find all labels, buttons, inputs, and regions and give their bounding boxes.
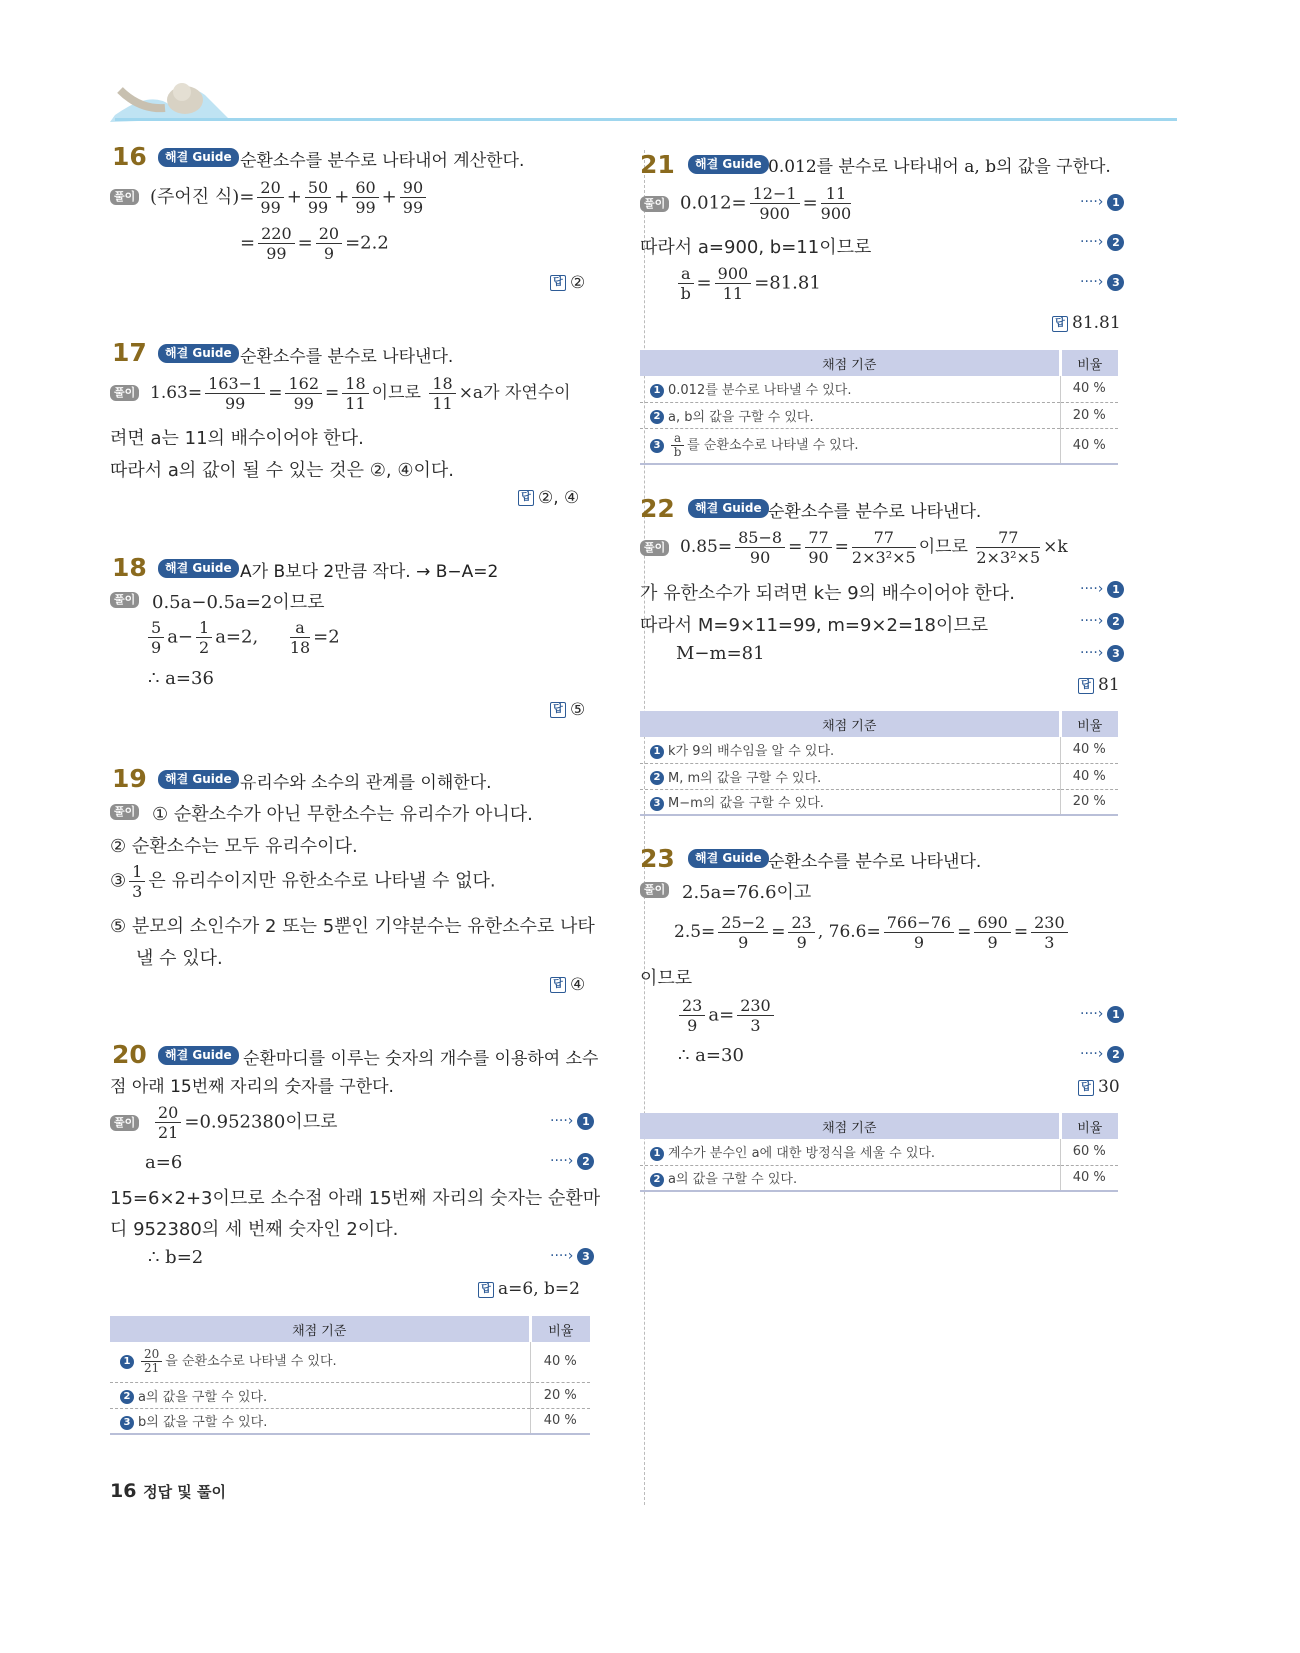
solution-badge: 풀이 [640, 540, 669, 556]
solution-line: 0.5a−0.5a=2이므로 [152, 592, 325, 613]
solution-line: 15=6×2+3이므로 소수점 아래 15번째 자리의 숫자는 순환마 [110, 1188, 601, 1209]
solution-badge: 풀이 [110, 189, 139, 205]
guide-text: 유리수와 소수의 관계를 이해한다. [240, 773, 492, 793]
solution-line: ∴ b=2 [148, 1247, 204, 1268]
table-row: 2 a, b의 값을 구할 수 있다. 20 % [640, 402, 1118, 428]
guide-text: 점 아래 15번째 자리의 숫자를 구한다. [110, 1077, 394, 1097]
solution-line: 1.63= $\frac{163-1}{99}$ = $\frac{162}{99}$ = $\frac{18}{11}$ 이므로 $\frac{18}{11}$ ×a가 자연수이 [150, 374, 571, 413]
solution-line: $\frac{20}{21}$ =0.952380이므로 [152, 1103, 338, 1142]
grading-table: 채점 기준 비율 1 계수가 분수인 a에 대한 방정식을 세울 수 있다. 60 % 2 a의 값을 구할 수 있다. 40 % [640, 1113, 1118, 1192]
question-number: 18 [112, 553, 147, 582]
question-number: 22 [640, 494, 675, 523]
header-line [115, 118, 1177, 121]
table-row: 1 $\frac{20}{21}$ 을 순환소수로 나타낼 수 있다. 40 % [110, 1342, 590, 1382]
table-row: 2 a의 값을 구할 수 있다. 40 % [640, 1165, 1118, 1191]
solution-line: 따라서 a=900, b=11이므로 [640, 237, 872, 258]
solution-line: $\frac{5}{9}$ a− $\frac{1}{2}$ a=2, $\frac{a}{18}$ =2 [145, 618, 340, 657]
solution-line: 가 유한소수가 되려면 k는 9의 배수이어야 한다. [640, 583, 1015, 604]
solution-line: ③ $\frac{1}{3}$ 은 유리수이지만 유한소수로 나타낼 수 없다. [110, 862, 496, 901]
guide-badge: 해결 Guide [688, 499, 769, 518]
answer: 답 ② [550, 273, 585, 293]
page-number: 16 [110, 1480, 137, 1502]
solution-line: = $\frac{220}{99}$ = $\frac{20}{9}$ =2.2 [240, 224, 389, 263]
answer: 답 ⑤ [550, 700, 585, 720]
step-marker: ····› 3 [1080, 645, 1124, 662]
solution-line: ∴ a=36 [148, 668, 214, 689]
solution-line: ② 순환소수는 모두 유리수이다. [110, 836, 358, 857]
solution-line: ∴ a=30 [678, 1045, 744, 1066]
page-footer [110, 1480, 226, 1502]
solution-badge: 풀이 [110, 592, 139, 608]
solution-badge: 풀이 [110, 1115, 139, 1131]
seal-mascot-icon [110, 70, 230, 122]
table-row: 3 b의 값을 구할 수 있다. 40 % [110, 1408, 590, 1434]
answer: 답 a=6, b=2 [478, 1279, 580, 1299]
table-row: 3 $\frac{a}{b}$ 를 순환소수로 나타낼 수 있다. 40 % [640, 428, 1118, 464]
step-marker: ····› 2 [1080, 613, 1124, 630]
table-row: 3 M−m의 값을 구할 수 있다. 20 % [640, 789, 1118, 815]
solution-line: a=6 [145, 1152, 183, 1173]
step-marker: ····› 2 [1080, 1046, 1124, 1063]
step-marker: ····› 2 [550, 1153, 594, 1170]
guide-badge: 해결 Guide [688, 849, 769, 868]
guide-badge: 해결 Guide [158, 559, 239, 578]
solution-line: 따라서 M=9×11=99, m=9×2=18이므로 [640, 615, 989, 636]
table-row: 1 0.012를 분수로 나타낼 수 있다. 40 % [640, 376, 1118, 402]
answer: 답 ④ [550, 975, 585, 995]
guide-badge: 해결 Guide [158, 1046, 239, 1065]
solution-line: 이므로 [640, 968, 693, 989]
table-row: 2 M, m의 값을 구할 수 있다. 40 % [640, 763, 1118, 789]
grading-table: 채점 기준 비율 1 k가 9의 배수임을 알 수 있다. 40 % 2 M, m의 값을 구할 수 있다. 40 % 3 M−m의 값을 구할 수 있다. 20 % [640, 711, 1118, 816]
step-marker: ····› 1 [1080, 581, 1124, 598]
table-row: 2 a의 값을 구할 수 있다. 20 % [110, 1382, 590, 1408]
guide-text: 순환소수를 분수로 나타낸다. [768, 502, 982, 522]
guide-badge: 해결 Guide [158, 770, 239, 789]
guide-text: 순환소수를 분수로 나타낸다. [240, 347, 454, 367]
guide-badge: 해결 Guide [688, 155, 769, 174]
solution-line: 0.012= $\frac{12-1}{900}$ = $\frac{11}{900}$ [680, 184, 852, 223]
answer: 답 ②, ④ [518, 488, 579, 508]
question-number: 21 [640, 150, 675, 179]
solution-line: $\frac{23}{9}$ a= $\frac{230}{3}$ [676, 996, 777, 1035]
answer: 답 30 [1078, 1077, 1120, 1097]
solution-line: (주어진 식)= $\frac{20}{99}$ + $\frac{50}{99}$ + $\frac{60}{99}$ + $\frac{90}{99}$ [150, 178, 429, 217]
solution-line: 낼 수 있다. [136, 948, 223, 969]
solution-line: ① 순환소수가 아닌 무한소수는 유리수가 아니다. [152, 804, 533, 825]
step-marker: ····› 1 [1080, 1006, 1124, 1023]
answer: 답 81 [1078, 675, 1120, 695]
solution-badge: 풀이 [640, 196, 669, 212]
step-marker: ····› 3 [550, 1248, 594, 1265]
grading-table: 채점 기준 비율 1 0.012를 분수로 나타낼 수 있다. 40 % 2 a, b의 값을 구할 수 있다. 20 % 3 $\frac{a}{b}$ 를 순환소수로 나타낼 수 있다. 40 % [640, 350, 1118, 465]
guide-text: 순환마디를 이루는 숫자의 개수를 이용하여 소수 [243, 1049, 599, 1069]
solution-badge: 풀이 [640, 882, 669, 898]
grading-table: 채점 기준 비율 1 $\frac{20}{21}$ 을 순환소수로 나타낼 수 있다. 40 % 2 a의 값을 구할 수 있다. 20 % 3 b의 값을 구할 수 있다. 40 % [110, 1316, 590, 1435]
question-number: 20 [112, 1040, 147, 1069]
answer: 답 81.81 [1052, 313, 1121, 333]
step-marker: ····› 3 [1080, 274, 1124, 291]
solution-line: M−m=81 [676, 643, 765, 664]
table-row: 1 계수가 분수인 a에 대한 방정식을 세울 수 있다. 60 % [640, 1139, 1118, 1165]
solution-line: 0.85= $\frac{85-8}{90}$ = $\frac{77}{90}$ = $\frac{77}{\text{2×3²×5}}$ 이므로 $\frac{77}{\text{2×3²×5}}$ ×k [680, 528, 1068, 567]
solution-line: 따라서 a의 값이 될 수 있는 것은 ②, ④이다. [110, 460, 454, 481]
solution-line: 2.5= $\frac{25-2}{9}$ = $\frac{23}{9}$ , 76.6= $\frac{766-76}{9}$ = $\frac{690}{9}$ = $\frac{230}{3}$ [674, 913, 1071, 952]
guide-text: 0.012를 분수로 나타내어 a, b의 값을 구한다. [768, 157, 1111, 177]
guide-badge: 해결 Guide [158, 148, 239, 167]
solution-line: 디 952380의 세 번째 숫자인 2이다. [110, 1219, 399, 1240]
solution-line: 려면 a는 11의 배수이어야 한다. [110, 428, 364, 449]
solution-line: ⑤ 분모의 소인수가 2 또는 5뿐인 기약분수는 유한소수로 나타 [110, 916, 595, 937]
solution-badge: 풀이 [110, 804, 139, 820]
solution-line: $\frac{a}{b}$ = $\frac{900}{11}$ =81.81 [675, 264, 821, 303]
question-number: 23 [640, 844, 675, 873]
footer-label: 정답 및 풀이 [143, 1483, 226, 1501]
step-marker: ····› 2 [1080, 234, 1124, 251]
guide-badge: 해결 Guide [158, 344, 239, 363]
step-marker: ····› 1 [1080, 194, 1124, 211]
guide-text: 순환소수를 분수로 나타낸다. [768, 852, 982, 872]
step-marker: ····› 1 [550, 1113, 594, 1130]
solution-line: 2.5a=76.6이고 [682, 882, 812, 903]
table-row: 1 k가 9의 배수임을 알 수 있다. 40 % [640, 737, 1118, 763]
guide-text: A가 B보다 2만큼 작다. → B−A=2 [240, 562, 499, 582]
question-number: 16 [112, 142, 147, 171]
question-number: 19 [112, 764, 147, 793]
question-number: 17 [112, 338, 147, 367]
solution-badge: 풀이 [110, 385, 139, 401]
guide-text: 순환소수를 분수로 나타내어 계산한다. [240, 151, 525, 171]
